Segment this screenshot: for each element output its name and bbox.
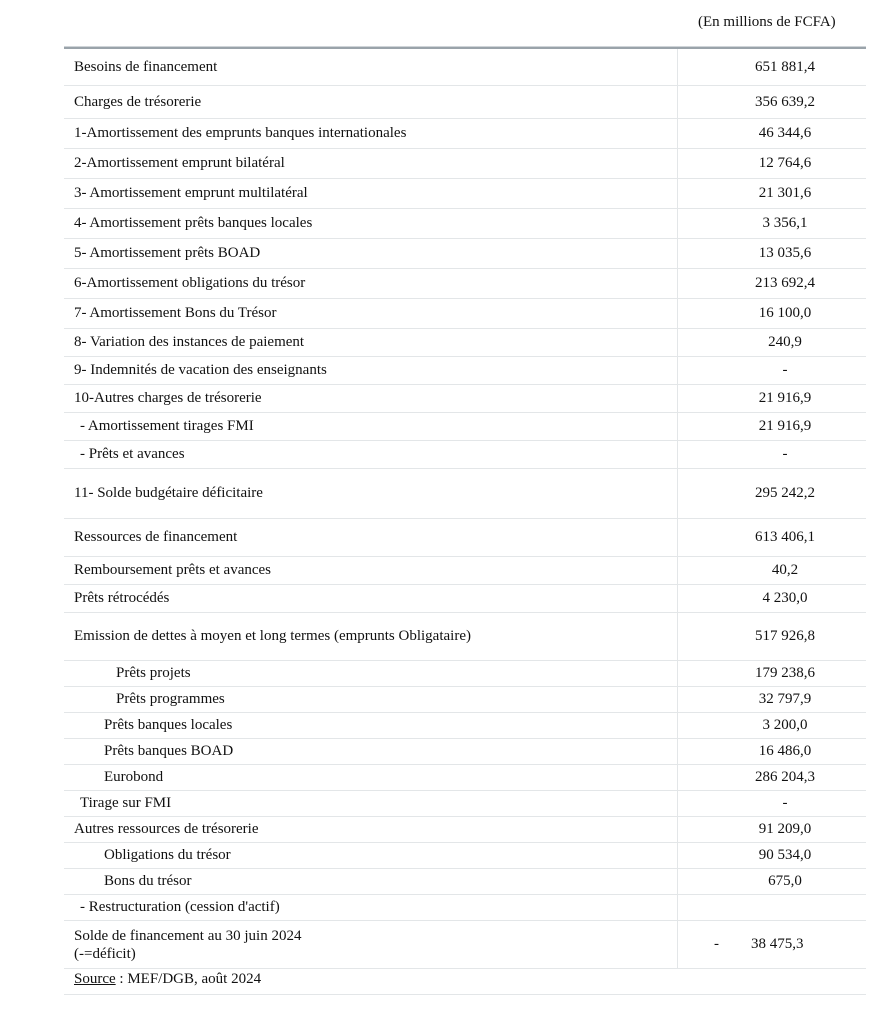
table-row — [64, 713, 866, 739]
row-label: Bons du trésor — [64, 869, 678, 894]
table-row — [64, 413, 866, 441]
financing-table — [64, 46, 866, 969]
row-label: Charges de trésorerie — [64, 86, 678, 118]
table-row — [64, 739, 866, 765]
row-value: 16 100,0 — [758, 305, 812, 321]
balance-label-line2: (-=déficit) — [74, 945, 136, 962]
row-label: Ressources de financement — [64, 519, 678, 556]
table-row — [64, 299, 866, 329]
row-label: 2-Amortissement emprunt bilatéral — [64, 149, 678, 178]
table-row — [64, 179, 866, 209]
row-label: 6-Amortissement obligations du trésor — [64, 269, 678, 298]
row-label: Emission de dettes à moyen et long termes (emprunts Obligataire) — [64, 613, 678, 660]
table-row — [64, 357, 866, 385]
row-value: - — [782, 446, 788, 462]
row-value: - — [782, 795, 788, 811]
row-label: Prêts banques locales — [64, 713, 678, 738]
row-value: 675,0 — [768, 873, 802, 889]
source-text: : MEF/DGB, août 2024 — [115, 971, 262, 987]
balance-sign: - — [714, 936, 719, 952]
row-label: 4- Amortissement prêts banques locales — [64, 209, 678, 238]
table-row — [64, 86, 866, 119]
row-label: 9- Indemnités de vacation des enseignants — [64, 357, 678, 384]
row-value: 21 916,9 — [758, 390, 812, 406]
row-value: 21 301,6 — [758, 185, 812, 201]
table-row — [64, 843, 866, 869]
row-value: 240,9 — [768, 334, 802, 350]
row-value: 3 356,1 — [762, 215, 808, 231]
row-value: 3 200,0 — [762, 717, 808, 733]
row-label: - Amortissement tirages FMI — [64, 413, 678, 440]
row-value: - — [782, 362, 788, 378]
row-value — [678, 895, 866, 920]
row-label: - Restructuration (cession d'actif) — [64, 895, 678, 920]
unit-note: (En millions de FCFA) — [698, 14, 836, 30]
balance-value — [678, 921, 866, 968]
source-label: Source — [74, 971, 116, 987]
row-label: Autres ressources de trésorerie — [64, 817, 678, 842]
table-row — [64, 585, 866, 613]
row-value: 21 916,9 — [758, 418, 812, 434]
row-label: 7- Amortissement Bons du Trésor — [64, 299, 678, 328]
row-label: Prêts projets — [64, 661, 678, 686]
table-row — [64, 239, 866, 269]
table-row — [64, 895, 866, 921]
row-label: Prêts rétrocédés — [64, 585, 678, 612]
row-value: 90 534,0 — [758, 847, 812, 863]
row-label: Remboursement prêts et avances — [64, 557, 678, 584]
table-row — [64, 469, 866, 519]
row-label: Tirage sur FMI — [64, 791, 678, 816]
row-value: 32 797,9 — [758, 691, 812, 707]
table-row — [64, 557, 866, 585]
row-value: 40,2 — [771, 562, 799, 578]
row-value: 613 406,1 — [755, 529, 815, 545]
row-value: 91 209,0 — [758, 821, 812, 837]
row-value: 179 238,6 — [755, 665, 815, 681]
table-row — [64, 661, 866, 687]
table-row — [64, 791, 866, 817]
table-row — [64, 385, 866, 413]
row-label: 8- Variation des instances de paiement — [64, 329, 678, 356]
table-row — [64, 519, 866, 557]
row-value: 295 242,2 — [755, 485, 815, 501]
row-value: 651 881,4 — [755, 58, 815, 75]
balance-label — [64, 921, 678, 968]
balance-amount: 38 475,3 — [751, 936, 804, 952]
row-label: - Prêts et avances — [64, 441, 678, 468]
table-row — [64, 269, 866, 299]
table-row — [64, 209, 866, 239]
table-row — [64, 47, 866, 86]
table-row — [64, 329, 866, 357]
divider — [64, 994, 866, 995]
table-row — [64, 441, 866, 469]
row-label: 1-Amortissement des emprunts banques internationales — [64, 119, 678, 148]
row-label: Besoins de financement — [64, 49, 678, 85]
row-label: 10-Autres charges de trésorerie — [64, 385, 678, 412]
row-label: 3- Amortissement emprunt multilatéral — [64, 179, 678, 208]
table-row — [64, 687, 866, 713]
row-label: Prêts programmes — [64, 687, 678, 712]
row-value: 46 344,6 — [758, 125, 812, 141]
row-value: 12 764,6 — [758, 155, 812, 171]
table-row — [64, 613, 866, 661]
table-row — [64, 149, 866, 179]
table-row — [64, 869, 866, 895]
row-value: 13 035,6 — [758, 245, 812, 261]
row-value: 4 230,0 — [762, 590, 808, 606]
row-label: 5- Amortissement prêts BOAD — [64, 239, 678, 268]
row-label: Obligations du trésor — [64, 843, 678, 868]
balance-label-line1: Solde de financement au 30 juin 2024 — [74, 927, 302, 944]
balance-row — [64, 921, 866, 969]
row-label: Prêts banques BOAD — [64, 739, 678, 764]
row-value: 356 639,2 — [755, 93, 815, 110]
row-value: 517 926,8 — [755, 628, 815, 644]
row-value: 213 692,4 — [755, 275, 815, 291]
table-row — [64, 817, 866, 843]
row-value: 16 486,0 — [758, 743, 812, 759]
row-label: Eurobond — [64, 765, 678, 790]
row-label: 11- Solde budgétaire déficitaire — [64, 469, 678, 518]
source-note — [74, 971, 261, 988]
table-row — [64, 765, 866, 791]
table-row — [64, 119, 866, 149]
row-value: 286 204,3 — [755, 769, 815, 785]
